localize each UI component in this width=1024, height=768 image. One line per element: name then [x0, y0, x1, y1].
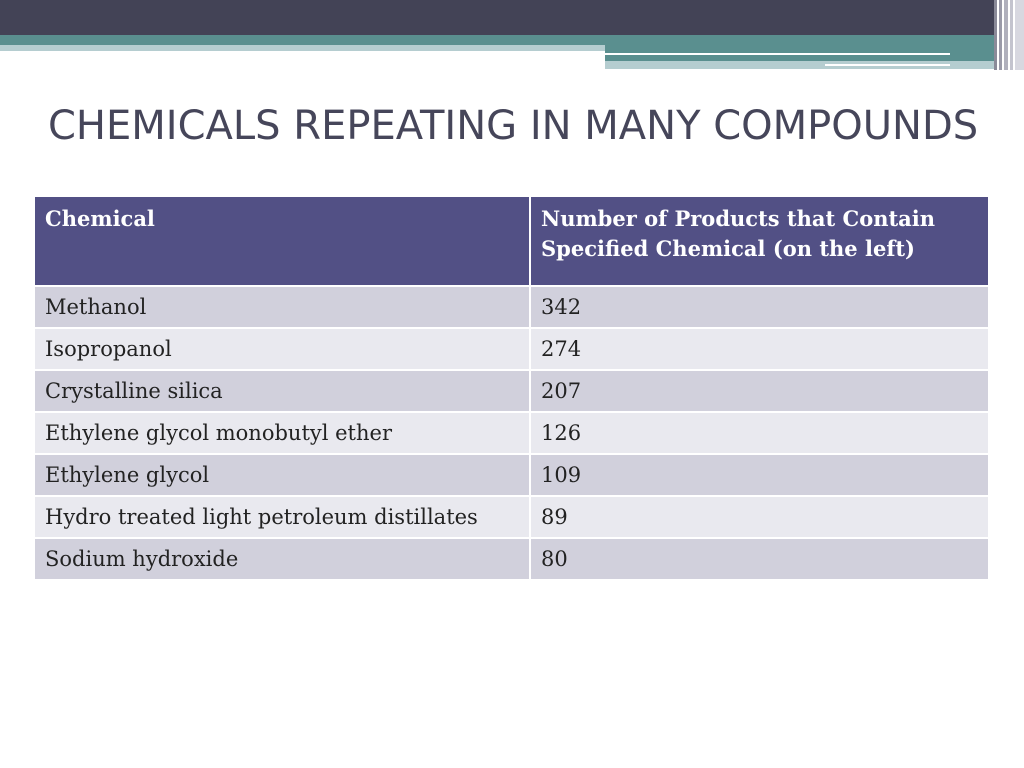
- header-band-dark: [0, 0, 1024, 35]
- table-row: [35, 497, 988, 537]
- chemical-name-cell: Methanol: [35, 287, 529, 327]
- header-accent-line: [605, 53, 950, 55]
- column-header-product-count: Number of Products that Contain Specified Chemical (on the left): [531, 197, 988, 285]
- table-row: [35, 287, 988, 327]
- chemical-name-cell: Ethylene glycol monobutyl ether: [35, 413, 529, 453]
- chemical-name-cell: Hydro treated light petroleum distillates: [35, 497, 529, 537]
- table-row: [35, 539, 988, 579]
- column-header-chemical: Chemical: [35, 197, 529, 285]
- chemical-name-cell: Crystalline silica: [35, 371, 529, 411]
- product-count-cell: 109: [531, 455, 988, 495]
- product-count-cell: 126: [531, 413, 988, 453]
- chemical-name-cell: Isopropanol: [35, 329, 529, 369]
- slide-title: CHEMICALS REPEATING IN MANY COMPOUNDS: [48, 103, 979, 149]
- product-count-cell: 80: [531, 539, 988, 579]
- product-count-cell: 274: [531, 329, 988, 369]
- header-stripes: [994, 0, 1024, 70]
- header-accent-line-short: [825, 64, 950, 66]
- chemical-name-cell: Ethylene glycol: [35, 455, 529, 495]
- header-band-teal: [0, 35, 1024, 45]
- table-row: [35, 371, 988, 411]
- table-row: [35, 329, 988, 369]
- product-count-cell: 89: [531, 497, 988, 537]
- table-header-row: [35, 197, 988, 285]
- chemicals-table: [33, 195, 990, 581]
- header-band-light: [0, 45, 605, 51]
- product-count-cell: 207: [531, 371, 988, 411]
- chemical-name-cell: Sodium hydroxide: [35, 539, 529, 579]
- table-row: [35, 455, 988, 495]
- product-count-cell: 342: [531, 287, 988, 327]
- table-row: [35, 413, 988, 453]
